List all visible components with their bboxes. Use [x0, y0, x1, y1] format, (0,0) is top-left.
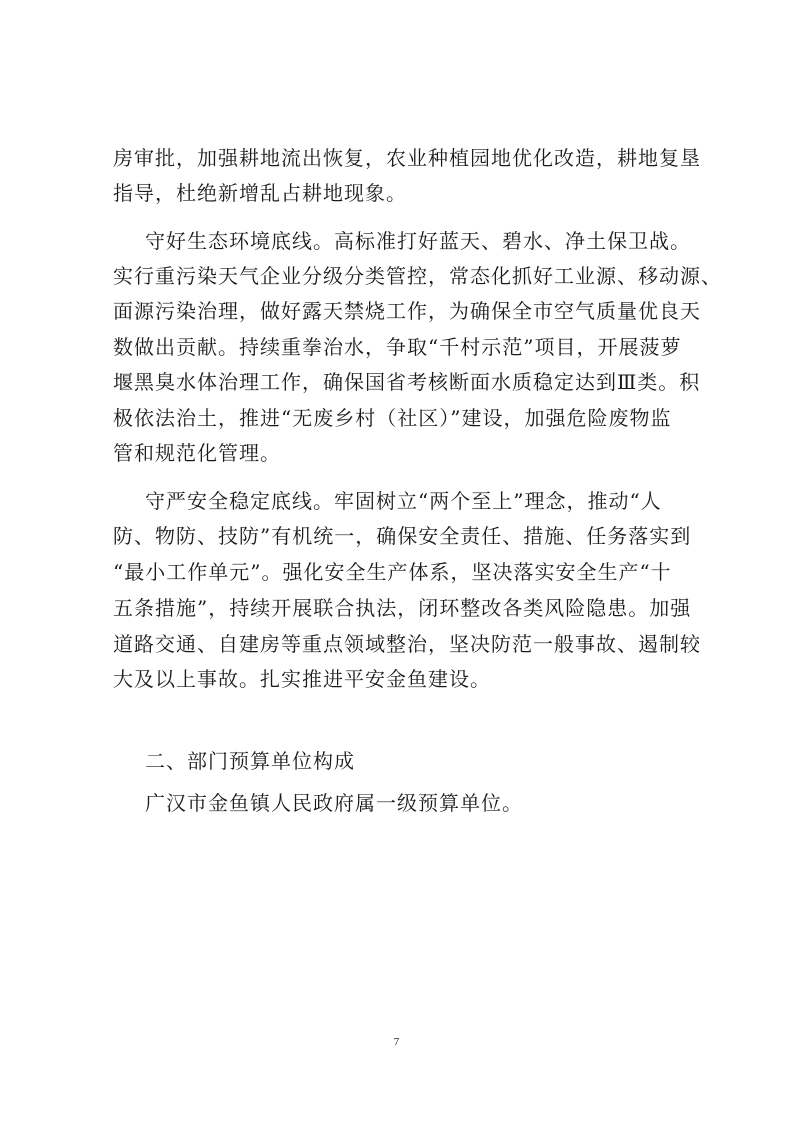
paragraph-3-line-3: “最小工作单元”。强化安全生产体系，坚决落实安全生产“十	[113, 560, 672, 584]
page-number: 7	[393, 1036, 400, 1048]
paragraph-2-line-2: 实行重污染天气企业分级分类管控，常态化抓好工业源、移动源、	[113, 264, 722, 288]
paragraph-2-line-4: 数做出贡献。持续重拳治水，争取“千村示范”项目，开展菠萝	[113, 335, 682, 359]
paragraph-2-line-3: 面源污染治理，做好露天禁烧工作，为确保全市空气质量优良天	[113, 299, 701, 323]
paragraph-3-line-2: 防、物防、技防”有机统一，确保安全责任、措施、任务落实到	[113, 524, 692, 548]
section-body: 广汉市金鱼镇人民政府属一级预算单位。	[145, 791, 523, 815]
paragraph-2-line-5: 堰黑臭水体治理工作，确保国省考核断面水质稳定达到Ⅲ类。积	[113, 370, 701, 394]
paragraph-3-line-1: 守严安全稳定底线。牢固树立“两个至上”理念，推动“人	[145, 489, 662, 513]
paragraph-3-line-5: 道路交通、自建房等重点领域整治，坚决防范一般事故、遏制较	[113, 632, 701, 656]
paragraph-1-line-2: 指导，杜绝新增乱占耕地现象。	[113, 181, 407, 205]
paragraph-2-line-1: 守好生态环境底线。高标准打好蓝天、碧水、净土保卫战。	[145, 229, 691, 253]
paragraph-3-line-4: 五条措施”，持续开展联合执法，闭环整改各类风险隐患。加强	[113, 596, 692, 620]
section-heading: 二、部门预算单位构成	[145, 749, 355, 773]
paragraph-3-line-6: 大及以上事故。扎实推进平安金鱼建设。	[113, 667, 491, 691]
paragraph-2-line-7: 管和规范化管理。	[113, 441, 281, 465]
paragraph-1-line-1: 房审批，加强耕地流出恢复，农业种植园地优化改造，耕地复垦	[113, 146, 701, 170]
paragraph-2-line-6: 极依法治土，推进“无废乡村（社区）”建设，加强危险废物监	[113, 406, 672, 430]
